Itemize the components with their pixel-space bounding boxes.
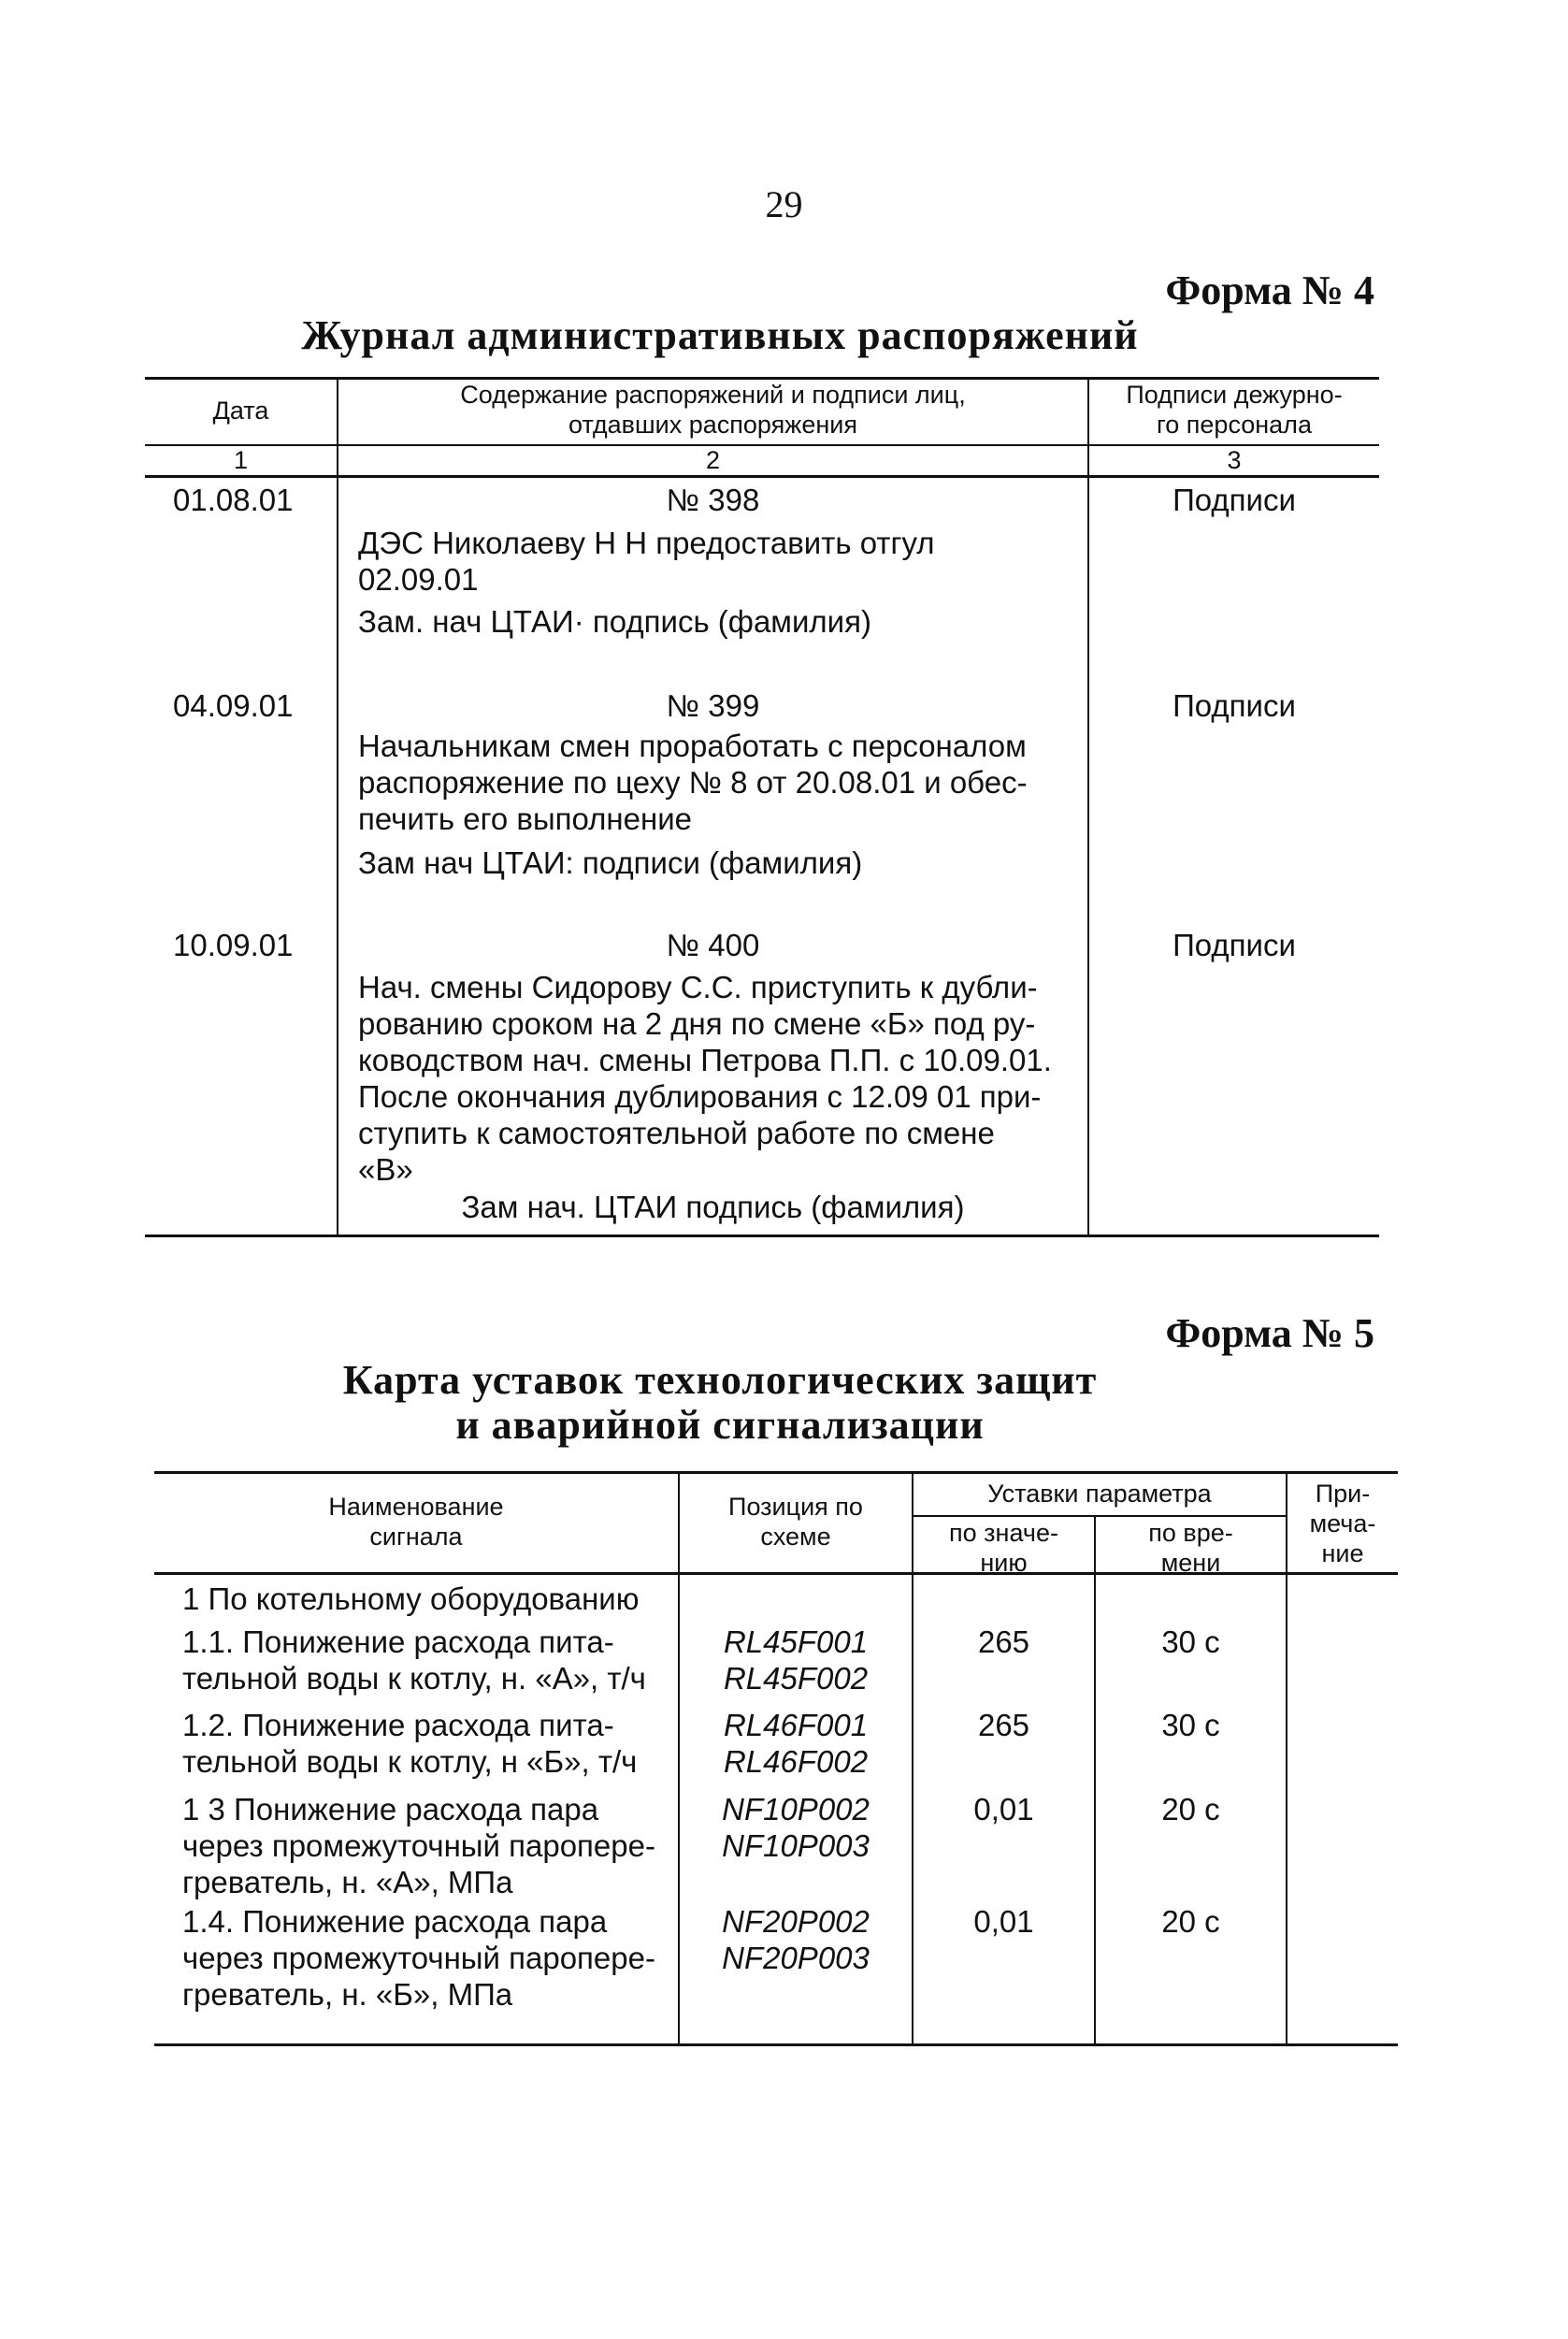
signal-positions: RL45F001 RL45F002 xyxy=(723,1624,869,1696)
colnum-rule xyxy=(145,475,1379,478)
colnum-1: 1 xyxy=(233,446,249,474)
entry-number: № 399 xyxy=(666,688,760,723)
entry-text: Начальникам смен проработать с персоналом распоряжение по цеху № 8 от 20.08.01 и обес- печить его выполнение xyxy=(358,729,1028,836)
signal-name: 1 3 Понижение расхода пара через промежуточный паропере- греватель, н. «А», МПа xyxy=(182,1792,655,1899)
entry-text: Нач. смены Сидорову С.С. приступить к дубли- рованию сроком на 2 дня по смене «Б» под ру- ководством нач. смены Петрова П.П. с 10.09.01. После окончания дублирования с 12.09 01 при- ступить к самостоятельной работе по смене «В» xyxy=(358,970,1052,1187)
entry-date: 04.09.01 xyxy=(173,688,294,723)
form5-label: Форма № 5 xyxy=(1165,1310,1374,1356)
header-setpoints: Уставки параметра xyxy=(987,1480,1212,1508)
header-note: При- меча- ние xyxy=(1309,1480,1376,1567)
entry-text: ДЭС Николаеву Н Н предоставить отгул 02.09.01 xyxy=(358,526,935,597)
header-date: Дата xyxy=(212,397,269,425)
signal-name: 1.4. Понижение расхода пара через промежуточный паропере- греватель, н. «Б», МПа xyxy=(182,1904,655,2012)
table-bottom-rule xyxy=(145,1234,1379,1237)
section-heading: 1 По котельному оборудованию xyxy=(182,1581,640,1616)
table-top-rule xyxy=(154,1471,1398,1474)
signal-name: 1.2. Понижение расхода пита- тельной воды к котлу, н «Б», т/ч xyxy=(182,1708,638,1779)
col-divider-3 xyxy=(1094,1515,1096,2046)
header-position: Позиция по схеме xyxy=(728,1493,863,1551)
form5-title-line2: и аварийной сигнализации xyxy=(455,1402,985,1448)
setpoint-value: 0,01 xyxy=(973,1904,1034,1939)
header-content: Содержание распоряжений и подписи лиц, отдавших распоряжения xyxy=(460,381,966,439)
colnum-3: 3 xyxy=(1227,446,1242,474)
colnum-2: 2 xyxy=(705,446,721,474)
form4-title: Журнал административных распоряжений xyxy=(301,312,1139,358)
entry-signer: Зам нач ЦТАИ: подписи (фамилия) xyxy=(358,845,863,880)
signal-positions: RL46F001 RL46F002 xyxy=(723,1708,869,1779)
entry-signer: Зам. нач ЦТАИ· подпись (фамилия) xyxy=(358,604,871,639)
setpoint-time: 20 с xyxy=(1161,1792,1220,1826)
entry-number: № 398 xyxy=(666,483,760,517)
header-by-value: по значе- нию xyxy=(949,1519,1058,1577)
setpoint-value: 265 xyxy=(977,1708,1030,1742)
setpoint-time: 30 с xyxy=(1161,1708,1220,1742)
entry-date: 10.09.01 xyxy=(173,928,294,962)
entry-signatures: Подписи xyxy=(1172,688,1296,723)
table-bottom-rule xyxy=(154,2043,1398,2046)
header-by-time: по вре- мени xyxy=(1148,1519,1233,1577)
setpoint-time: 30 с xyxy=(1161,1624,1220,1659)
form4-label: Форма № 4 xyxy=(1165,267,1374,313)
entry-number: № 400 xyxy=(666,928,760,962)
form5-title-line1: Карта уставок технологических защит xyxy=(342,1357,1098,1403)
signal-positions: NF20P002 NF20P003 xyxy=(722,1904,870,1975)
journal-table xyxy=(145,377,1379,1237)
header-signatures: Подписи дежурно- го персонала xyxy=(1126,381,1343,439)
entry-date: 01.08.01 xyxy=(173,483,294,517)
page-number: 29 xyxy=(765,183,803,225)
signal-positions: NF10P002 NF10P003 xyxy=(722,1792,870,1863)
entry-signatures: Подписи xyxy=(1172,928,1296,962)
subheader-rule xyxy=(912,1515,1286,1517)
signal-name: 1.1. Понижение расхода пита- тельной воды к котлу, н. «А», т/ч xyxy=(182,1624,646,1696)
setpoints-table xyxy=(154,1471,1398,2046)
setpoint-value: 265 xyxy=(977,1624,1030,1659)
header-name: Наименование сигнала xyxy=(328,1493,504,1551)
setpoint-time: 20 с xyxy=(1161,1904,1220,1939)
setpoint-value: 0,01 xyxy=(973,1792,1034,1826)
entry-signatures: Подписи xyxy=(1172,483,1296,517)
entry-signer: Зам нач. ЦТАИ подпись (фамилия) xyxy=(461,1190,965,1224)
